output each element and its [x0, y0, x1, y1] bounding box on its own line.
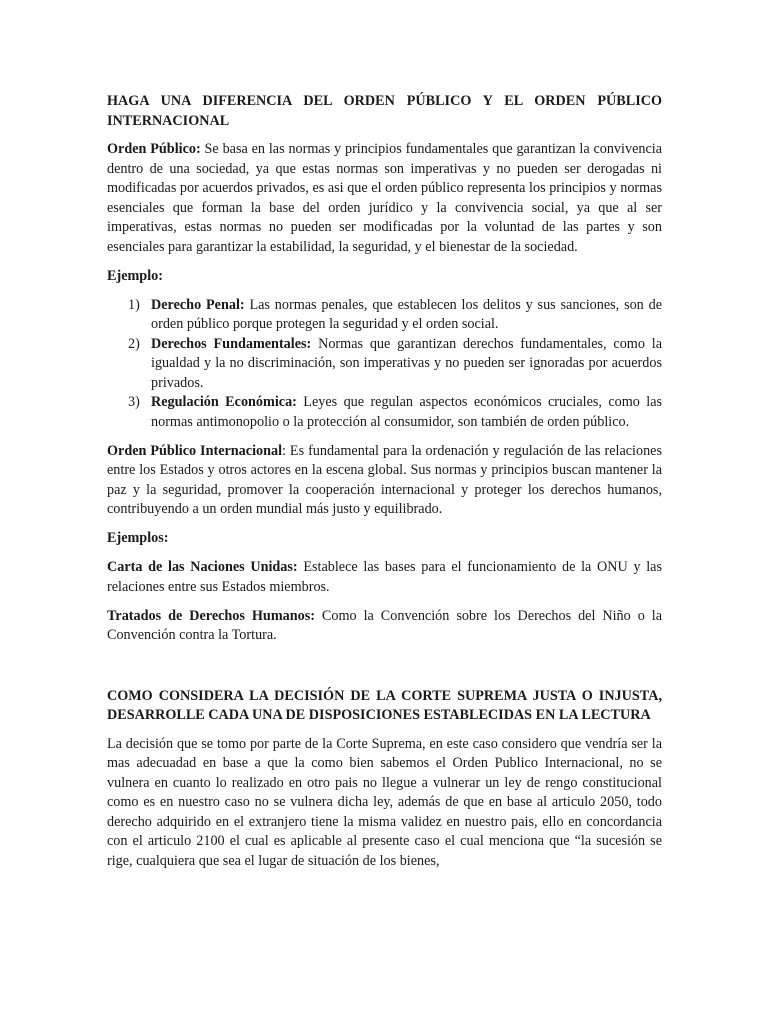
- list-term: Regulación Económica:: [151, 394, 297, 410]
- list-text: Normas que garantizan derechos fundamentales, como la igualdad y la no discriminación, son imperativas y no pueden ser ignoradas por acuerdos privados.: [151, 335, 662, 391]
- tratados-term: Tratados de Derechos Humanos:: [107, 607, 315, 624]
- section2-heading: COMO CONSIDERA LA DECISIÓN DE LA CORTE SUPREMA JUSTA O INJUSTA, DESARROLLE CADA UNA DE DISPOSICIONES ESTABLECIDAS EN LA LECTURA: [107, 687, 662, 723]
- corte-suprema-paragraph: La decisión que se tomo por parte de la Corte Suprema, en este caso considero que vendría ser la mas adecuadad en base a que la como bien sabemos el Orden Publico Internacional, no se vulnera en cuanto lo realizado en otro pais no llegue a vulnerar un ley de rengo constitucional como es en nuestro caso no se vulnera dicha ley, además de que en base al articulo 2050, todo derecho adquirido en el extranjero tiene la misma validez en nuestro pais, ello en concordancia con el articulo 2100 el cual es aplicable al presente caso el cual menciona que “la sucesión se rige, cualquiera que sea el lugar de situación de los bienes,: [107, 735, 662, 869]
- opi-text: : Es fundamental para la ordenación y regulación de las relaciones entre los Estados y otros actores en la escena global. Sus normas y principios buscan mantener la paz y la seguridad, promover la cooperación internacional y proteger los derechos humanos, contribuyendo a un orden mundial más justo y equilibrado.: [107, 442, 662, 517]
- list-number: 1): [128, 296, 140, 313]
- list-text: Las normas penales, que establecen los delitos y sus sanciones, son de orden público porque protegen la seguridad y el orden social.: [151, 296, 662, 332]
- carta-paragraph: [107, 558, 662, 597]
- list-number: 2): [128, 335, 140, 352]
- list-term: Derecho Penal:: [151, 296, 245, 313]
- carta-term: Carta de las Naciones Unidas:: [107, 559, 298, 575]
- list-term: Derechos Fundamentales:: [151, 335, 312, 352]
- list-text: Leyes que regulan aspectos económicos cruciales, como las normas antimonopolio o la protección al consumidor, son también de orden público.: [151, 394, 663, 430]
- list-item: [128, 393, 663, 432]
- tratados-text: Como la Convención sobre los Derechos del Niño o la Convención contra la Tortura.: [107, 607, 663, 643]
- opi-term: Orden Público Internacional: [107, 442, 283, 459]
- list-item: [128, 335, 662, 394]
- examples-list: [107, 296, 662, 433]
- list-item: [128, 296, 662, 335]
- tratados-paragraph: [107, 607, 662, 646]
- section1-heading: HAGA UNA DIFERENCIA DEL ORDEN PÚBLICO Y EL ORDEN PÚBLICO INTERNACIONAL: [107, 93, 662, 129]
- ejemplos-label: Ejemplos:: [107, 530, 169, 546]
- orden-publico-text: Se basa en las normas y principios fundamentales que garantizan la convivencia dentro de una sociedad, ya que estas normas son imperativas y no pueden ser derogadas ni modificadas por acuerdos privados, es asi que el orden público representa los principios y normas esenciales que forman la base del orden jurídico y la convivencia social, ya que al ser imperativas, estas normas no pueden ser modificadas por la voluntad de las partes y son esenciales para garantizar la estabilidad, la seguridad, y el bienestar de la sociedad.: [107, 141, 662, 255]
- orden-publico-term: Orden Público:: [107, 141, 201, 157]
- carta-text: Establece las bases para el funcionamiento de la ONU y las relaciones entre sus Estados miembros.: [107, 559, 662, 595]
- orden-publico-paragraph: [107, 140, 662, 257]
- list-number: 3): [128, 394, 140, 410]
- orden-publico-internacional-paragraph: [107, 442, 662, 520]
- ejemplo-label: Ejemplo:: [107, 267, 163, 284]
